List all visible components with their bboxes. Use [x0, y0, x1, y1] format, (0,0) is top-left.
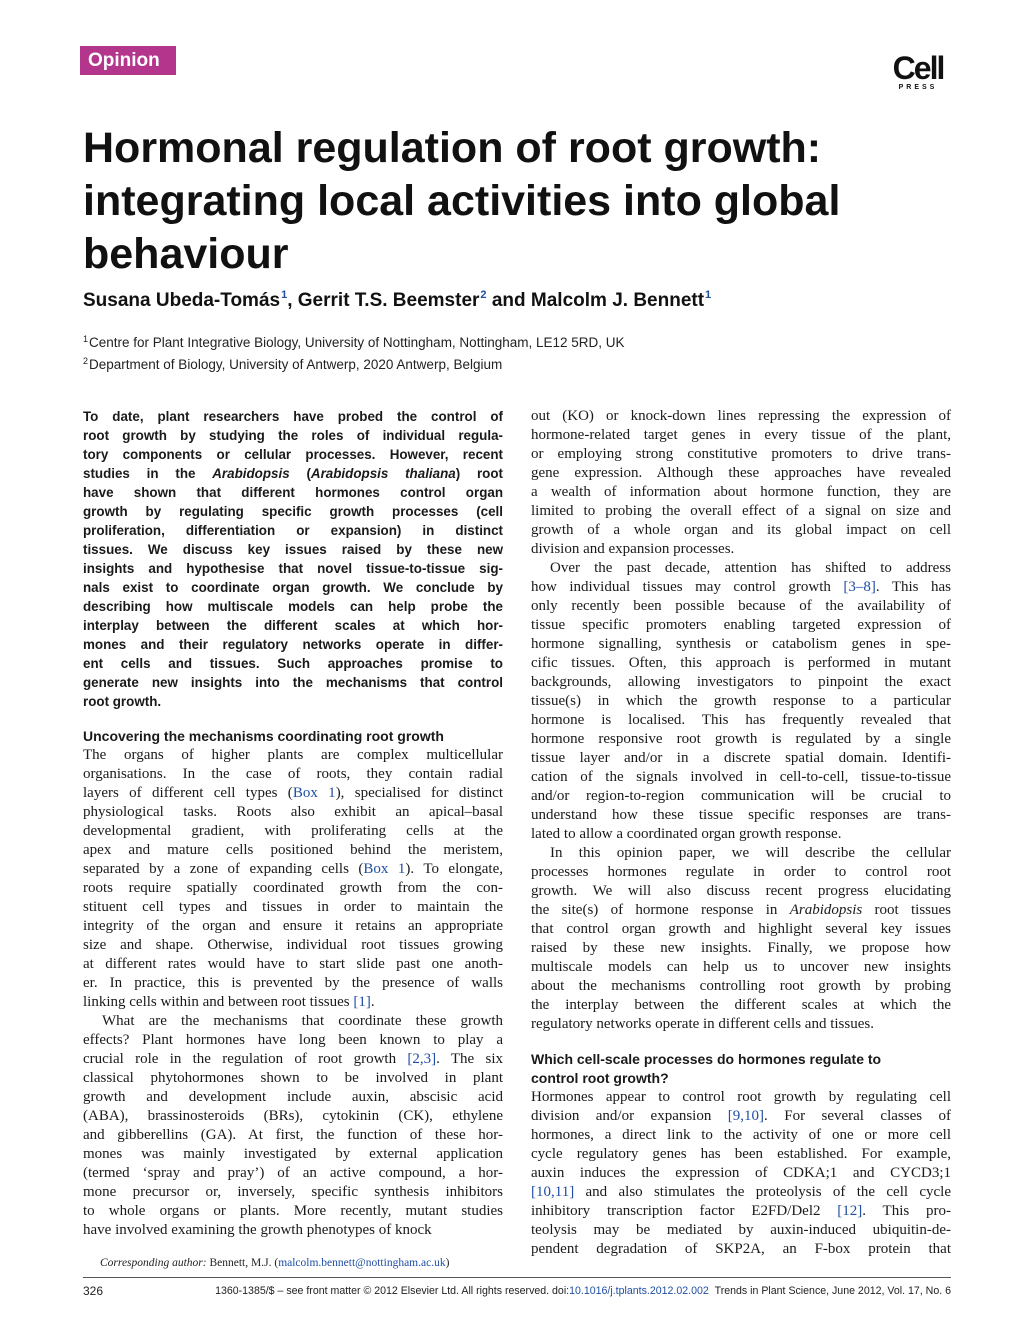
text-line: hormone-related target genes in every tissue of the plant,	[531, 427, 951, 443]
text-line: inhibitory transcription factor E2FD/Del2 [12]. This pro-	[531, 1203, 951, 1219]
text-line: hormone is localised. This has frequently revealed that	[531, 712, 951, 728]
text-line: growth of a whole organ and its global impact on cell	[531, 522, 951, 538]
text-line: integrity of the organ and ensure it retains an appropriate	[83, 918, 503, 934]
cell-press-logo	[888, 52, 948, 92]
text-line: [10,11] and also stimulates the proteolysis of the cell cycle	[531, 1184, 951, 1200]
section-heading	[531, 1050, 951, 1088]
text-line: limited to probing the overall effect of a signal on size and	[531, 503, 951, 519]
text-line: about the mechanisms controlling root growth by probing	[531, 978, 951, 994]
text-line: separated by a zone of expanding cells (Box 1). To elongate,	[83, 861, 503, 877]
text-line: growth by regulating specific growth processes (cell	[83, 504, 503, 519]
text-line: root growth.	[83, 694, 162, 709]
text-line: roots require spatially coordinated growth from the con-	[83, 880, 503, 896]
text-line: layers of different cell types (Box 1), specialised for distinct	[83, 785, 503, 801]
title-line: integrating local activities into global	[83, 177, 841, 225]
abstract	[83, 407, 503, 711]
text-line: tissue specific promoters enabling targeted expression of	[531, 617, 951, 633]
text-line: growth and development include auxin, abscisic acid	[83, 1089, 503, 1105]
text-line: the site(s) of hormone response in Arabidopsis root tissues	[531, 902, 952, 918]
text-line: generate new insights into the mechanisms that control	[83, 675, 503, 690]
affiliation-text: Centre for Plant Integrative Biology, University of Nottingham, Nottingham, LE12 5RD, UK	[89, 335, 625, 350]
text-line: auxin induces the expression of CDKA;1 and CYCD3;1	[531, 1165, 951, 1181]
footnote-label: Corresponding author:	[100, 1257, 207, 1269]
text-line: at different rates would have to start slide past one anoth-	[83, 956, 503, 972]
affiliation-line	[83, 352, 625, 374]
text-line: tissue(s) in which the growth response to a particular	[531, 693, 951, 709]
doi-link[interactable]: 10.1016/j.tplants.2012.02.002	[569, 1285, 709, 1297]
text-line: apex and mature cells positioned behind the meristem,	[83, 842, 503, 858]
text-line: raised by these new insights. Finally, we propose how	[531, 940, 951, 956]
text-line: Over the past decade, attention has shifted to address	[550, 560, 951, 576]
footer-divider	[83, 1277, 951, 1278]
footnote-name: Bennett, M.J.	[209, 1257, 272, 1269]
text-line: and gibberellins (GA). At first, the function of these hor-	[83, 1127, 503, 1143]
text-line: ent cells and tissues. Such approaches promise to	[83, 656, 503, 671]
text-line: processes hormones regulate in order to control root	[531, 864, 951, 880]
left-column	[83, 407, 503, 1240]
affiliations	[83, 330, 625, 374]
text-line: growth. We will also discuss recent progress elucidating	[531, 883, 951, 899]
text-line: classical phytohormones shown to be involved in plant	[83, 1070, 503, 1086]
text-line: interplay between the different scales at which hor-	[83, 618, 503, 633]
text-line: (termed ‘spray and pray’) of an active compound, a hor-	[83, 1165, 503, 1181]
text-line: developmental gradient, with proliferating cells at the	[83, 823, 503, 839]
text-line: have involved examining the growth phenotypes of knock	[83, 1222, 432, 1238]
text-line: physiological tasks. Roots also exhibit an apical–basal	[83, 804, 503, 820]
text-line: In this opinion paper, we will describe the cellular	[550, 845, 951, 861]
text-line: proliferation, differentiation or expansion) in distinct	[83, 523, 503, 538]
text-line: hormone signalling, synthesis or catabolism genes in spe-	[531, 636, 951, 652]
affiliation-number: 1	[83, 334, 89, 344]
text-line: mones was mainly investigated by external application	[83, 1146, 503, 1162]
text-line: cycle regulatory genes has been established. For example,	[531, 1146, 951, 1162]
journal-citation: Trends in Plant Science, June 2012, Vol. 17, No. 6	[714, 1285, 951, 1297]
text-line: To date, plant researchers have probed the control of	[83, 409, 503, 424]
text-line: tissue layer and/or in a discrete spatial domain. Identifi-	[531, 750, 951, 766]
author-list: Susana Ubeda-Tomás$^1$, Gerrit T.S. Beemster$^2$ and Malcolm J. Bennett$^1$	[83, 289, 712, 311]
author-affiliation-mark: 1	[705, 289, 712, 301]
text-line: cation of the signals involved in cell-to-cell, tissue-to-tissue	[531, 769, 951, 785]
text-line: division and/or expansion [9,10]. For several classes of	[531, 1108, 951, 1124]
section-tag: Opinion	[80, 46, 176, 75]
text-line: a wealth of information about hormone function, they are	[531, 484, 951, 500]
title-line: Hormonal regulation of root growth:	[83, 124, 822, 172]
title-line: behaviour	[83, 230, 289, 278]
text-line: describing how multiscale models can help probe the	[83, 599, 503, 614]
text-line: er. In practice, this is prevented by the presence of walls	[83, 975, 503, 991]
text-line: have shown that different hormones control organ	[83, 485, 503, 500]
text-line: gene expression. Although these approaches have revealed	[531, 465, 951, 481]
paragraph	[531, 844, 951, 1034]
text-line: linking cells within and between root tissues [1].	[83, 994, 375, 1010]
footer-info	[215, 1285, 951, 1297]
text-line: cific tissues. Often, this approach is performed in mutant	[531, 655, 951, 671]
author-name: Malcolm J. Bennett	[530, 290, 705, 311]
text-line: studies in the Arabidopsis (Arabidopsis thaliana) root	[83, 466, 503, 481]
text-line: size and shape. Otherwise, individual root tissues growing	[83, 937, 503, 953]
paragraph	[531, 407, 951, 559]
text-line: hormone responsive root growth is regulated by a single	[531, 731, 951, 747]
text-line: only recently been possible because of the availability of	[531, 598, 951, 614]
author-affiliation-mark: 1	[281, 289, 288, 301]
issn-text: 1360-1385/$ – see front matter © 2012 Elsevier Ltd. All rights reserved. doi:	[215, 1285, 570, 1297]
text-line: division and expansion processes.	[531, 541, 735, 557]
author-email-link[interactable]: malcolm.bennett@nottingham.ac.uk	[278, 1257, 446, 1269]
text-line: The organs of higher plants are complex multicellular	[83, 747, 503, 763]
text-line: pendent degradation of SKP2A, an F-box protein that	[531, 1241, 951, 1257]
author-name: Susana Ubeda-Tomás	[83, 290, 281, 311]
corresponding-author-footnote: Corresponding author: Bennett, M.J. (malcolm.bennett@nottingham.ac.uk)	[100, 1257, 450, 1269]
heading-line: control root growth?	[531, 1070, 669, 1086]
right-column	[531, 407, 951, 1259]
paragraph	[83, 1012, 503, 1240]
text-line: mones and their regulatory networks operate in differ-	[83, 637, 503, 652]
text-line: the interplay between the different scales at which the	[531, 997, 951, 1013]
logo-word: Cell	[892, 50, 944, 86]
text-line: regulatory networks operate in different cells and tissues.	[531, 1016, 874, 1032]
text-line: how individual tissues may control growth [3–8]. This has	[531, 579, 951, 595]
article-title	[83, 122, 953, 281]
text-line: multiscale models can help us to uncover new insights	[531, 959, 951, 975]
text-line: tissues. We discuss key issues raised by these new	[83, 542, 503, 557]
paragraph	[531, 559, 951, 844]
text-line: or employing strong constitutive promoters to drive trans-	[531, 446, 951, 462]
text-line: root growth by studying the roles of individual regula-	[83, 428, 503, 443]
page-number: 326	[83, 1284, 104, 1298]
text-line: What are the mechanisms that coordinate these growth	[102, 1013, 503, 1029]
text-line: to whole organs or plants. More recently, mutant studies	[83, 1203, 503, 1219]
text-line: lated to allow a coordinated organ growth response.	[531, 826, 842, 842]
text-line: nals exist to coordinate organ growth. We conclude by	[83, 580, 503, 595]
text-line: stituent cell types and tissues in order to maintain the	[83, 899, 503, 915]
text-line: tory components or cellular processes. However, recent	[83, 447, 503, 462]
paragraph	[531, 1088, 951, 1259]
text-line: (ABA), brassinosteroids (BRs), cytokinin (CK), ethylene	[83, 1108, 503, 1124]
logo-sub: PRESS	[898, 84, 938, 91]
text-line: understand how these tissue specific responses are trans-	[531, 807, 951, 823]
text-line: Hormones appear to control root growth by regulating cell	[531, 1089, 951, 1105]
text-line: insights and hypothesise that novel tissue-to-tissue sig-	[83, 561, 503, 576]
section-heading: Uncovering the mechanisms coordinating root growth	[83, 728, 444, 744]
text-line: hormones, a direct link to the activity of one or more cell	[531, 1127, 951, 1143]
text-line: backgrounds, allowing investigators to pinpoint the exact	[531, 674, 951, 690]
author-name: Gerrit T.S. Beemster	[297, 290, 480, 311]
text-line: out (KO) or knock-down lines repressing the expression of	[531, 408, 951, 424]
text-line: and/or region-to-region communication will be crucial to	[531, 788, 951, 804]
text-line: that control organ growth and highlight several key issues	[531, 921, 951, 937]
text-line: teolysis may be mediated by auxin-induced ubiquitin-de-	[531, 1222, 951, 1238]
text-line: mone precursor or, inversely, specific synthesis inhibitors	[83, 1184, 503, 1200]
author-affiliation-mark: 2	[480, 289, 487, 301]
heading-line: Which cell-scale processes do hormones regulate to	[531, 1051, 882, 1067]
text-line: crucial role in the regulation of root growth [2,3]. The six	[83, 1051, 503, 1067]
text-line: organisations. In the case of roots, they contain radial	[83, 766, 503, 782]
text-line: effects? Plant hormones have long been known to play a	[83, 1032, 503, 1048]
affiliation-text: Department of Biology, University of Antwerp, 2020 Antwerp, Belgium	[89, 357, 503, 372]
affiliation-line	[83, 330, 625, 352]
paragraph	[83, 746, 503, 1012]
affiliation-number: 2	[83, 356, 89, 366]
